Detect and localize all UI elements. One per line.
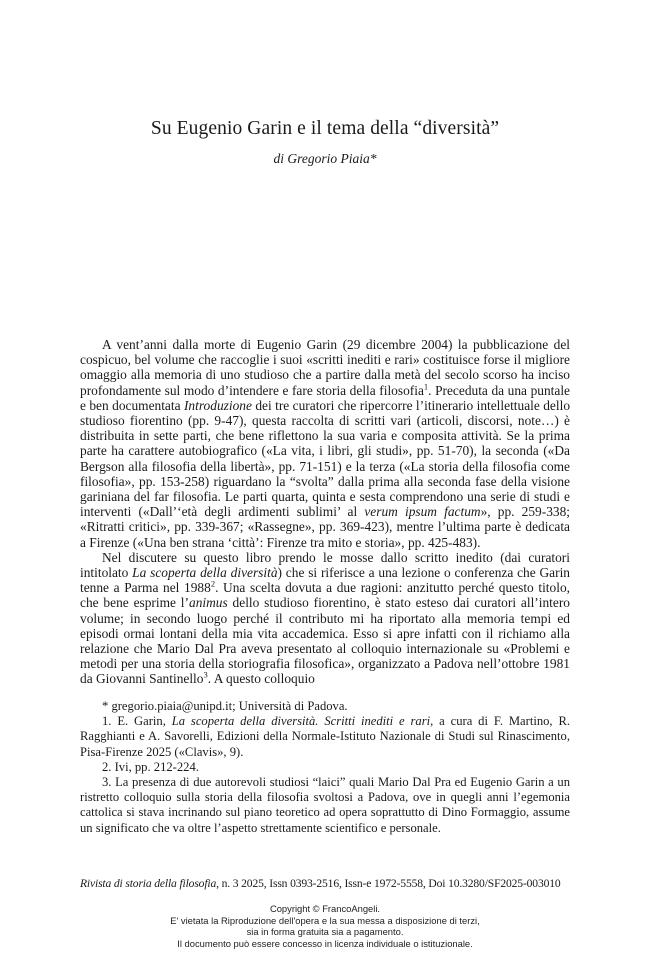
body-paragraph: A vent’anni dalla morte di Eugenio Garin (29 dicembre 2004) la pubblicazione del cospicuo, bel volume che raccoglie i suoi «scritti inediti e rari» costituisce forse il migliore omaggio alla memoria di uno studioso che a partire dalla metà del secolo scorso ha inciso profondamente sul modo d’intendere e fare storia della filosofia$^1$. Preceduta da una puntale e ben documentata Introduzione dei tre curatori che ripercorre l’itinerario intellettuale dello studioso fiorentino (pp. 9-47), questa raccolta di scritti vari (articoli, discorsi, note…) è distribuita in sette parti, che bene riflettono la sua varia e composita attività. Se la prima parte ha carattere autobiografico («La vita, i libri, gli studi», pp. 51-70), la seconda («Da Bergson alla filosofia della libertà», pp. 71-151) e la terza («La storia della filosofia come filosofia», pp. 153-258) riguardano la “svolta” dalla prima alla seconda fase della visione gariniana del far filosofia. Le parti quarta, quinta e sesta comprendono una serie di studi e interventi («Dall’‘età degli ardimenti sublimi’ al verum ipsum factum», pp. 259-338; «Ritratti critici», pp. 339-367; «Rassegne», pp. 369-423), mentre l’ultima parte è dedicata a Firenze («Una ben strana ‘città’: Firenze tra mito e storia», pp. 425-483). [80,337,571,550]
footnote-2: 2. Ivi, pp. 212-224. [102,759,199,774]
journal-name: Rivista di storia della filosofia [80,877,217,890]
journal-details: , n. 3 2025, Issn 0393-2516, Issn-e 1972-5558, Doi 10.3280/SF2025-003010 [216,877,561,890]
copyright-line: Copyright © FrancoAngeli. [269,903,381,914]
article-title: Su Eugenio Garin e il tema della “diversità” [150,118,500,139]
italic-text: La scoperta della diversità [132,565,278,581]
italic-text: verum ipsum factum [364,504,481,520]
footnotes [80,699,570,836]
article-body [80,337,570,687]
copyright-line: Il documento può essere concesso in licenza individuale o istituzionale. [177,937,473,949]
italic-text: Introduzione [183,397,252,413]
footnote-ref-1[interactable]: 1 [423,381,429,392]
body-paragraph: Nel discutere su questo libro prendo le mosse dallo scritto inedito (dai curatori intitolato La scoperta della diversità) che si riferisce a una lezione o conferenza che Garin tenne a Parma nel 1988$^2$. Una scelta dovuta a due ragioni: anzitutto perché questo titolo, che bene esprime l’animus dello studioso fiorentino, è stato esteso dai curatori all’intero volume; in secondo luogo perché il contributo mi ha riportato alla memoria tempi ed episodi ormai lontani della mia vita accademica. Esso si apre infatti con il richiamo alla relazione che Mario Dal Pra aveva presentato al colloquio internazionale su «Problemi e metodi per una storia della storiografia filosofica», organizzato a Padova nell’ottobre 1981 da Giovanni Santinello$^3$. A questo colloquio [80,549,570,687]
footnote-1: 1. E. Garin, La scoperta della diversità. Scritti inediti e rari, a cura di F. Martino, R. Ragghianti e A. Savorelli, Edizioni della Normale-Istituto Nazionale di Studi sul Rinascimento, Pisa-Firenze 2025 («Clavis», 9). [80,714,571,759]
footnote-3: 3. La presenza di due autorevoli studiosi “laici” quali Mario Dal Pra ed Eugenio Garin a un ristretto colloquio sulla storia della filosofia svoltosi a Padova, ove in quegli anni l’egemonia cattolica si stava incrinando sul piano teoretico ad opera soprattutto di Dino Formaggio, assume un significato che va oltre l’aspetto strettamente scientifico e personale. [80,775,570,835]
journal-citation-line [80,877,570,890]
copyright-notice [0,903,650,949]
copyright-line: E' vietata la Riproduzione dell'opera e la sua messa a disposizione di terzi, [170,914,480,926]
italic-text: La scoperta della diversità. Scritti inediti e rari [171,714,431,729]
copyright-line: sia in forma gratuita sia a pagamento. [246,926,404,937]
footnote-ref-3[interactable]: 3 [203,670,208,680]
footnote-ref-2[interactable]: 2 [210,578,216,589]
article-author: di Gregorio Piaia* [273,151,377,166]
footnote-author-affiliation: * gregorio.piaia@unipd.it; Università di Padova. [102,699,348,713]
italic-text: animus [189,595,228,611]
